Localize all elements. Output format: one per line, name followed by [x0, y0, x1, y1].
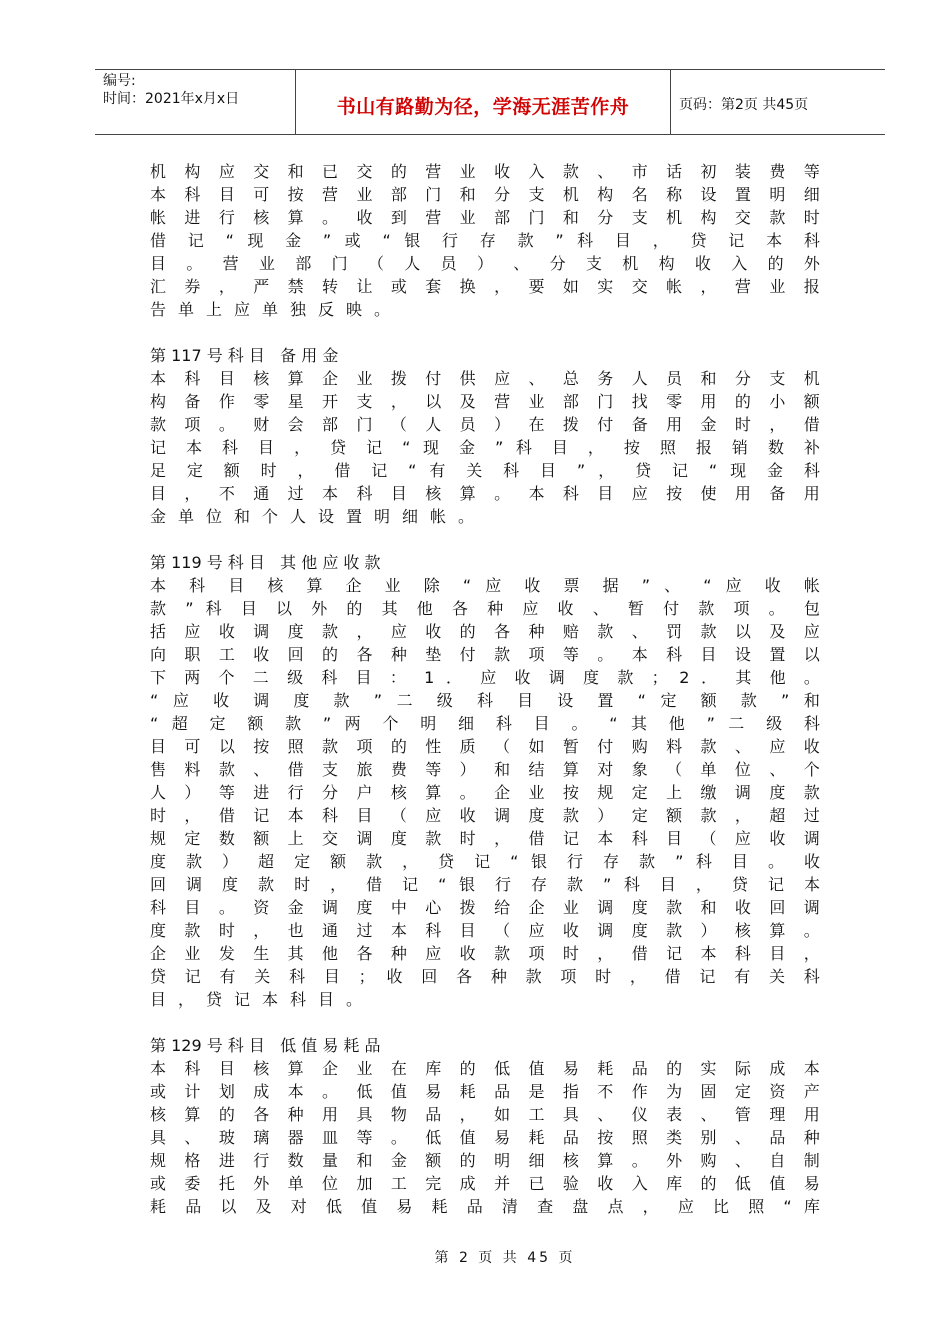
- text-line: “ 应 收 调 度 款 ” 二 级 科 目 设 置 “ 定 额 款 ” 和: [150, 691, 820, 710]
- text-line: 售 料 款 、 借 支 旅 费 等 ） 和 结 算 对 象 （ 单 位 、 个: [150, 760, 820, 779]
- text-line: 构 备 作 零 星 开 支 ， 以 及 营 业 部 门 找 零 用 的 小 额: [150, 392, 820, 411]
- text-line: 核 算 的 各 种 用 具 物 品 ， 如 工 具 、 仪 表 、 管 理 用: [150, 1105, 820, 1124]
- document-body: [150, 160, 820, 1241]
- text-line: 目 。 营 业 部 门 （ 人 员 ） 、 分 支 机 构 收 入 的 外: [150, 254, 820, 273]
- text-line: 具 、 玻 璃 器 皿 等 。 低 值 易 耗 品 按 照 类 别 、 品 种: [150, 1128, 820, 1147]
- text-line: 本 科 目 核 算 企 业 除 “ 应 收 票 据 ” 、 “ 应 收 帐: [150, 576, 820, 595]
- text-line: 度 款 ） 超 定 额 款 ， 贷 记 “ 银 行 存 款 ” 科 目 。 收: [150, 852, 820, 871]
- text-line: 借 记 “ 现 金 ” 或 “ 银 行 存 款 ” 科 目 ， 贷 记 本 科: [150, 231, 820, 250]
- text-line: 目，贷记本科目。: [150, 990, 375, 1009]
- text-line: 回 调 度 款 时 ， 借 记 “ 银 行 存 款 ” 科 目 ， 贷 记 本: [150, 875, 820, 894]
- time-label: 时间：2021年x月x日: [103, 91, 240, 107]
- text-line: 款 ” 科 目 以 外 的 其 他 各 种 应 收 、 暂 付 款 项 。 包: [150, 599, 820, 618]
- text-line: 汇 券 ， 严 禁 转 让 或 套 换 ， 要 如 实 交 帐 ， 营 业 报: [150, 277, 820, 296]
- text-line: 或 委 托 外 单 位 加 工 完 成 并 已 验 收 入 库 的 低 值 易: [150, 1174, 820, 1193]
- header-motto: 书山有路勤为径，学海无涯苦作舟: [336, 96, 630, 118]
- text-line: 本 科 目 核 算 企 业 拨 付 供 应 、 总 务 人 员 和 分 支 机: [150, 369, 820, 388]
- header-page-info: 页码：第2页 共45页: [679, 97, 809, 113]
- section-title: 第 129 号 科 目 低 值 易 耗 品: [150, 1036, 381, 1055]
- text-line: 目 可 以 按 照 款 项 的 性 质 （ 如 暂 付 购 料 款 、 应 收: [150, 737, 820, 756]
- text-line: 括 应 收 调 度 款 ， 应 收 的 各 种 赔 款 、 罚 款 以 及 应: [150, 622, 820, 641]
- text-line: 人 ） 等 进 行 分 户 核 算 。 企 业 按 规 定 上 缴 调 度 款: [150, 783, 820, 802]
- header-divider: [295, 70, 296, 134]
- text-line: 规 格 进 行 数 量 和 金 额 的 明 细 核 算 。 外 购 、 自 制: [150, 1151, 820, 1170]
- text-line: 目 ， 不 通 过 本 科 目 核 算 。 本 科 目 应 按 使 用 备 用: [150, 484, 820, 503]
- text-line: 耗 品 以 及 对 低 值 易 耗 品 清 查 盘 点 ， 应 比 照 “ 库: [150, 1197, 820, 1216]
- text-line: 本 科 目 核 算 企 业 在 库 的 低 值 易 耗 品 的 实 际 成 本: [150, 1059, 820, 1078]
- header-meta: [103, 72, 239, 108]
- header-divider: [670, 70, 671, 134]
- text-line: 帐 进 行 核 算 。 收 到 营 业 部 门 和 分 支 机 构 交 款 时: [150, 208, 820, 227]
- text-line: 下 两 个 二 级 科 目 ： 1 ． 应 收 调 度 款 ； 2 ． 其 他 。: [150, 668, 820, 687]
- text-line: 规 定 数 额 上 交 调 度 款 时 ， 借 记 本 科 目 （ 应 收 调: [150, 829, 820, 848]
- text-line: 时 ， 借 记 本 科 目 （ 应 收 调 度 款 ） 定 额 款 ， 超 过: [150, 806, 820, 825]
- text-line: 度 款 时 ， 也 通 过 本 科 目 （ 应 收 调 度 款 ） 核 算 。: [150, 921, 820, 940]
- text-line: 向 职 工 收 回 的 各 种 垫 付 款 项 等 。 本 科 目 设 置 以: [150, 645, 820, 664]
- section-title: 第 119 号 科 目 其 他 应 收 款: [150, 553, 381, 572]
- text-line: 企 业 发 生 其 他 各 种 应 收 款 项 时 ， 借 记 本 科 目 ，: [150, 944, 820, 963]
- text-line: 贷 记 有 关 科 目 ； 收 回 各 种 款 项 时 ， 借 记 有 关 科: [150, 967, 820, 986]
- page-header: [95, 69, 885, 135]
- text-line: 记 本 科 目 ， 贷 记 “ 现 金 ” 科 目 ， 按 照 报 销 数 补: [150, 438, 820, 457]
- serial-label: 编号:: [103, 73, 136, 89]
- text-line: “ 超 定 额 款 ” 两 个 明 细 科 目 。 “ 其 他 ” 二 级 科: [150, 714, 820, 733]
- text-line: 机 构 应 交 和 已 交 的 营 业 收 入 款 、 市 话 初 装 费 等: [150, 162, 820, 181]
- text-line: 或 计 划 成 本 。 低 值 易 耗 品 是 指 不 作 为 固 定 资 产: [150, 1082, 820, 1101]
- text-line: 足 定 额 时 ， 借 记 “ 有 关 科 目 ” ， 贷 记 “ 现 金 科: [150, 461, 820, 480]
- section-117: [150, 344, 820, 528]
- text-line: 款 项 。 财 会 部 门 （ 人 员 ） 在 拨 付 备 用 金 时 ， 借: [150, 415, 820, 434]
- text-line: 金单位和个人设置明细帐。: [150, 507, 487, 526]
- intro-paragraph: [150, 160, 820, 321]
- page-footer: 第 2 页 共 45 页: [434, 1250, 576, 1266]
- text-line: 告单上应单独反映。: [150, 300, 403, 319]
- section-119: [150, 551, 820, 1011]
- text-line: 本 科 目 可 按 营 业 部 门 和 分 支 机 构 名 称 设 置 明 细: [150, 185, 820, 204]
- section-129: [150, 1034, 820, 1218]
- text-line: 科 目 。 资 金 调 度 中 心 拨 给 企 业 调 度 款 和 收 回 调: [150, 898, 820, 917]
- section-title: 第 117 号 科 目 备 用 金: [150, 346, 339, 365]
